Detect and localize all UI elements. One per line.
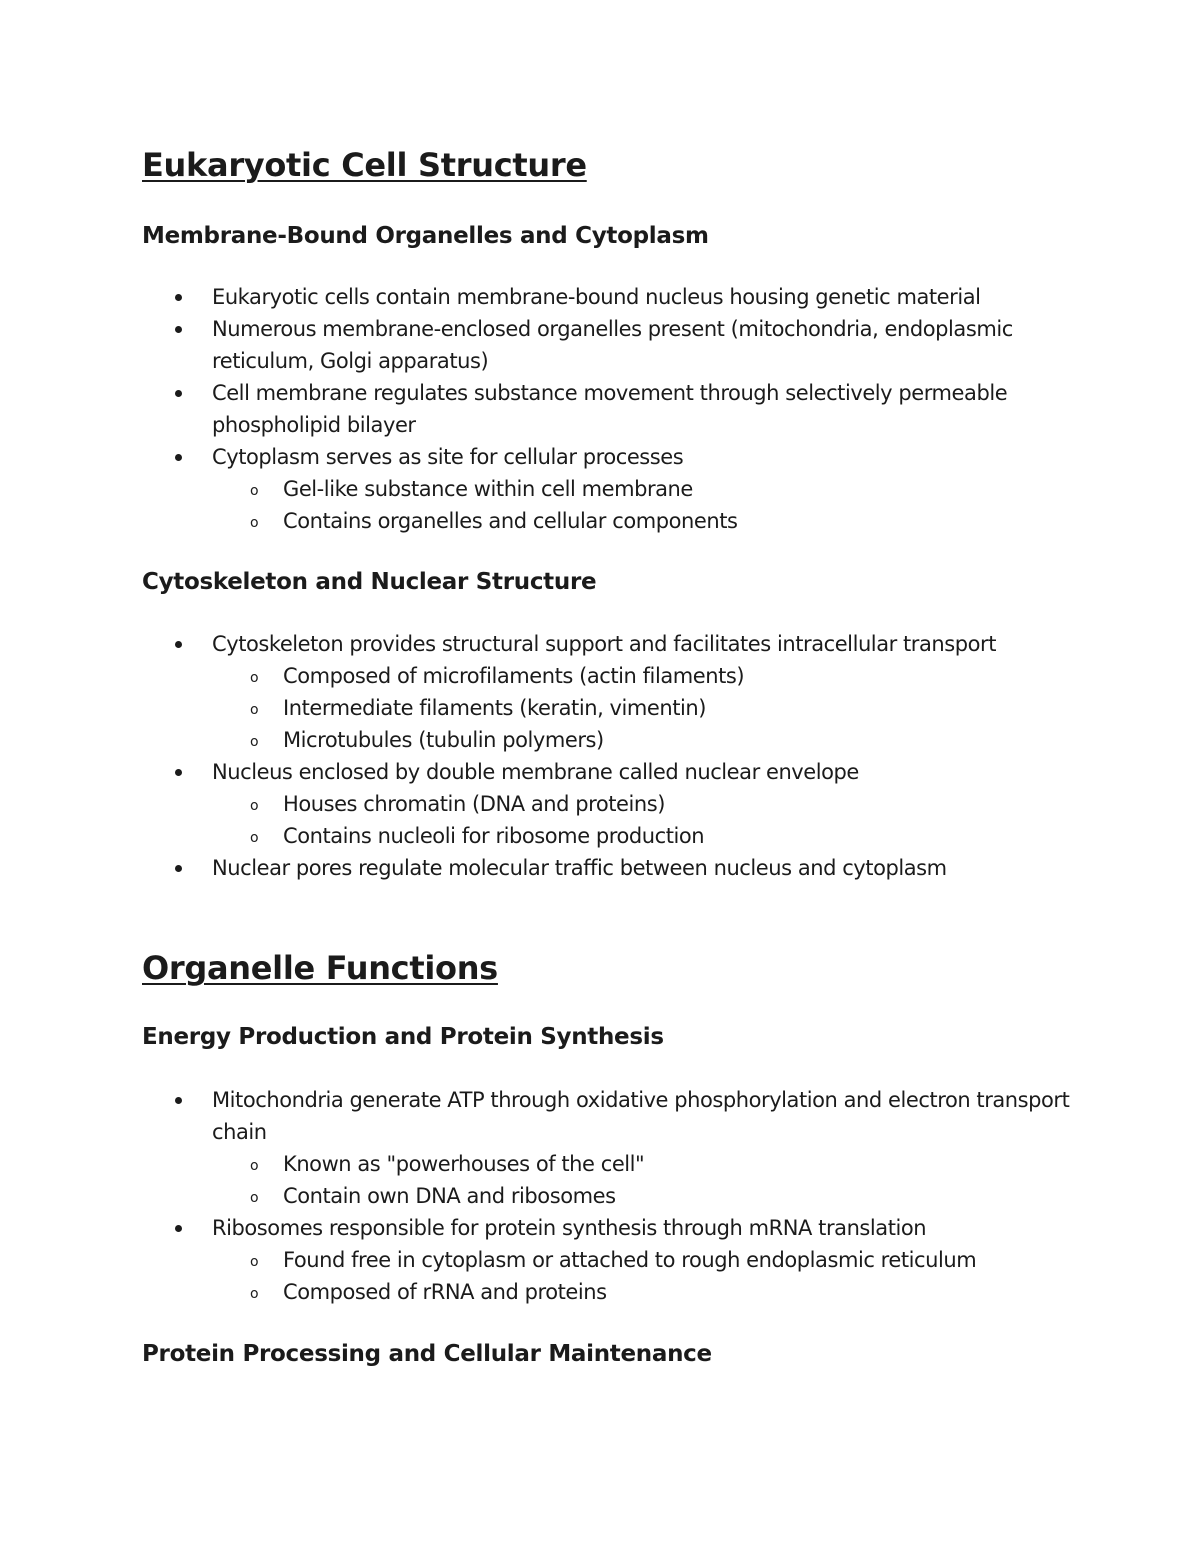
bullet-icon [175, 454, 182, 461]
hollow-bullet-icon: o [250, 1286, 259, 1302]
subsection-heading [142, 221, 1080, 251]
list-item-text: Cell membrane regulates substance movement through selectively permeable phospholipid bilayer [212, 381, 1008, 437]
section-heading [142, 948, 1080, 988]
section-heading [142, 145, 1080, 185]
list-item [142, 852, 1080, 884]
sub-list-item-text: Found free in cytoplasm or attached to rough endoplasmic reticulum [283, 1248, 977, 1272]
hollow-bullet-icon: o [250, 483, 259, 499]
bullet-icon [175, 390, 182, 397]
list-item [142, 628, 1080, 756]
list-item-text: Nuclear pores regulate molecular traffic between nucleus and cytoplasm [212, 856, 947, 880]
sub-list-item [212, 505, 1080, 537]
subsection-heading [142, 1022, 1080, 1052]
sub-list [212, 1148, 1080, 1212]
sub-list-item-text: Intermediate filaments (keratin, vimentin) [283, 696, 707, 720]
list-item [142, 377, 1080, 441]
subsection-title: Protein Processing and Cellular Maintenance [142, 1341, 712, 1367]
sub-list-item [212, 1180, 1080, 1212]
subsection-title: Energy Production and Protein Synthesis [142, 1024, 664, 1050]
list-item-text: Cytoskeleton provides structural support and facilitates intracellular transport [212, 632, 997, 656]
sub-list-item [212, 1276, 1080, 1308]
subsection-heading [142, 1339, 1080, 1369]
sub-list [212, 660, 1080, 756]
list-item [142, 313, 1080, 377]
sub-list-item-text: Contain own DNA and ribosomes [283, 1184, 616, 1208]
sub-list-item-text: Houses chromatin (DNA and proteins) [283, 792, 666, 816]
list-item-text: Nucleus enclosed by double membrane called nuclear envelope [212, 760, 859, 784]
hollow-bullet-icon: o [250, 1190, 259, 1206]
list-item [142, 281, 1080, 313]
bullet-icon [175, 865, 182, 872]
hollow-bullet-icon: o [250, 1254, 259, 1270]
hollow-bullet-icon: o [250, 734, 259, 750]
list-item-text: Eukaryotic cells contain membrane-bound nucleus housing genetic material [212, 285, 981, 309]
sub-list-item [212, 1244, 1080, 1276]
bullet-list [142, 1084, 1080, 1308]
bullet-icon [175, 641, 182, 648]
list-item [142, 1212, 1080, 1308]
hollow-bullet-icon: o [250, 1158, 259, 1174]
list-item-text: Cytoplasm serves as site for cellular processes [212, 445, 684, 469]
section-title: Eukaryotic Cell Structure [142, 146, 587, 184]
sub-list-item [212, 1148, 1080, 1180]
list-item [142, 441, 1080, 537]
sub-list-item-text: Microtubules (tubulin polymers) [283, 728, 604, 752]
sub-list [212, 473, 1080, 537]
sub-list-item [212, 660, 1080, 692]
subsection-title: Membrane-Bound Organelles and Cytoplasm [142, 223, 709, 249]
bullet-icon [175, 326, 182, 333]
bullet-list [142, 628, 1080, 884]
hollow-bullet-icon: o [250, 670, 259, 686]
sub-list [212, 1244, 1080, 1308]
bullet-icon [175, 1097, 182, 1104]
hollow-bullet-icon: o [250, 702, 259, 718]
hollow-bullet-icon: o [250, 798, 259, 814]
list-item [142, 1084, 1080, 1212]
sub-list [212, 788, 1080, 852]
list-item-text: Mitochondria generate ATP through oxidative phosphorylation and electron transport chain [212, 1088, 1070, 1144]
sub-list-item-text: Contains nucleoli for ribosome production [283, 824, 705, 848]
hollow-bullet-icon: o [250, 830, 259, 846]
sub-list-item-text: Known as "powerhouses of the cell" [283, 1152, 645, 1176]
sub-list-item-text: Gel-like substance within cell membrane [283, 477, 693, 501]
bullet-icon [175, 1225, 182, 1232]
sub-list-item [212, 820, 1080, 852]
sub-list-item-text: Contains organelles and cellular components [283, 509, 738, 533]
sub-list-item-text: Composed of microfilaments (actin filaments) [283, 664, 745, 688]
section-title: Organelle Functions [142, 949, 498, 987]
hollow-bullet-icon: o [250, 515, 259, 531]
sub-list-item [212, 692, 1080, 724]
sub-list-item [212, 473, 1080, 505]
sub-list-item [212, 724, 1080, 756]
sub-list-item [212, 788, 1080, 820]
bullet-icon [175, 769, 182, 776]
list-item [142, 756, 1080, 852]
subsection-title: Cytoskeleton and Nuclear Structure [142, 569, 597, 595]
list-item-text: Numerous membrane-enclosed organelles present (mitochondria, endoplasmic reticulum, Golgi apparatus) [212, 317, 1013, 373]
bullet-icon [175, 294, 182, 301]
subsection-heading [142, 567, 1080, 597]
sub-list-item-text: Composed of rRNA and proteins [283, 1280, 607, 1304]
bullet-list [142, 281, 1080, 537]
list-item-text: Ribosomes responsible for protein synthesis through mRNA translation [212, 1216, 927, 1240]
